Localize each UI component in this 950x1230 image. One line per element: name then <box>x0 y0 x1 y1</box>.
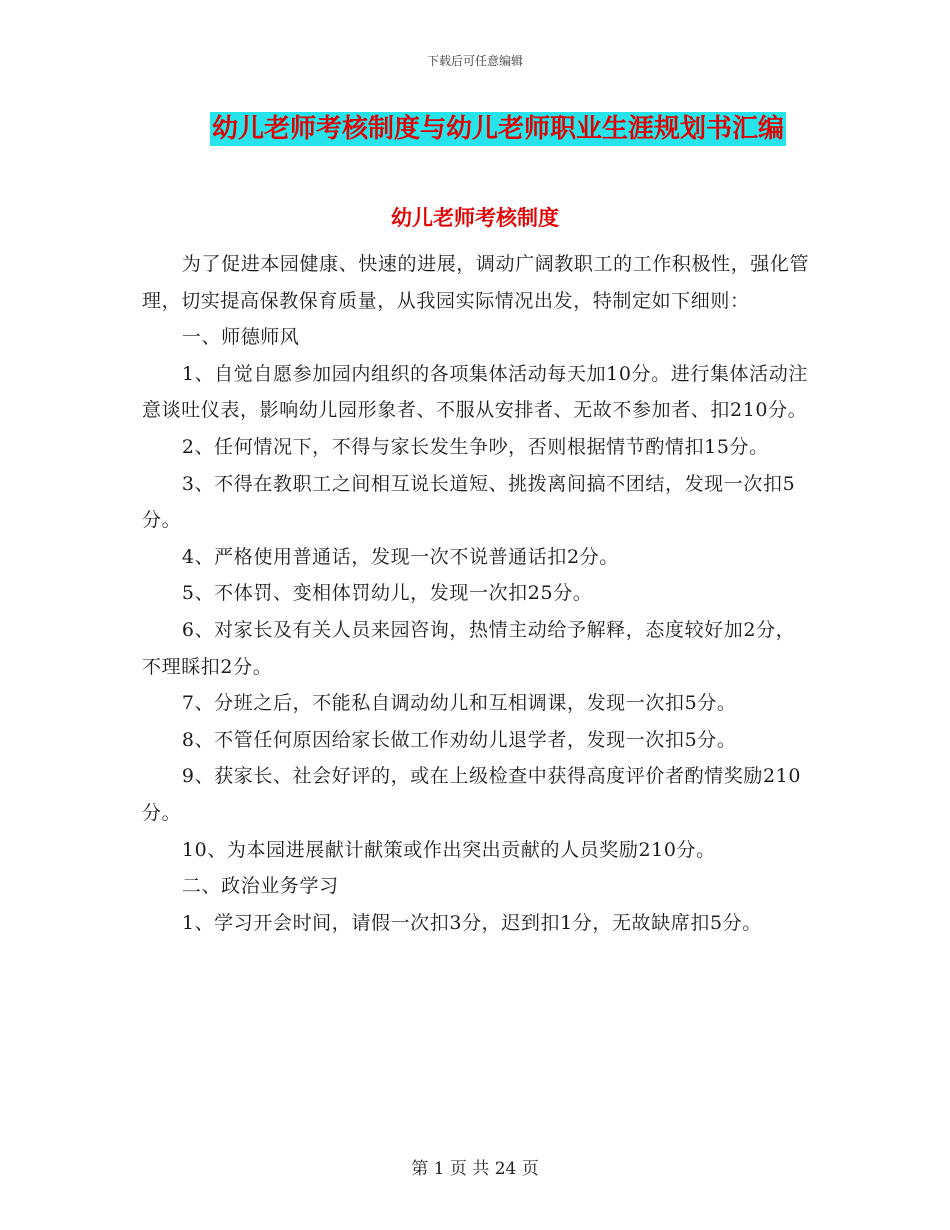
paragraph-intro: 为了促进本园健康、快速的进展，调动广阔教职工的工作积极性，强化管理，切实提高保教保育质量，从我园实际情况出发，特制定如下细则： <box>142 253 810 312</box>
rule-item: 9、获家长、社会好评的，或在上级检查中获得高度评价者酌情奖励210分。 <box>142 765 802 824</box>
section-title: 幼儿老师考核制度 <box>391 206 559 230</box>
rule-item: 2、任何情况下，不得与家长发生争吵，否则根据情节酌情扣15分。 <box>181 435 769 458</box>
rule-item: 3、不得在教职工之间相互说长道短、挑拨离间搞不团结，发现一次扣5分。 <box>142 472 796 532</box>
rule-item: 7、分班之后，不能私自调动幼儿和互相调课，发现一次扣5分。 <box>181 692 737 715</box>
body-text <box>142 246 810 941</box>
rule-item: 1、学习开会时间，请假一次扣3分，迟到扣1分，无故缺席扣5分。 <box>181 911 762 934</box>
rule-item: 5、不体罚、变相体罚幼儿，发现一次扣25分。 <box>181 582 593 605</box>
doc-title: 幼儿老师考核制度与幼儿老师职业生涯规划书汇编 <box>211 114 784 144</box>
rule-item: 1、自觉自愿参加园内组织的各项集体活动每天加10分。进行集体活动注意谈吐仪表，影响幼儿园形象者、不服从安排者、无故不参加者、扣210分。 <box>142 362 808 422</box>
header-note: 下载后可任意编辑 <box>426 54 523 68</box>
rule-item: 6、对家长及有关人员来园咨询，热情主动给予解释，态度较好加2分，不理睬扣2分。 <box>142 618 796 678</box>
page-footer: 第 1 页 共 24 页 <box>411 1159 539 1179</box>
rule-item: 8、不管任何原因给家长做工作劝幼儿退学者，发现一次扣5分。 <box>181 728 737 751</box>
rule-item: 10、为本园进展献计献策或作出突出贡献的人员奖励210分。 <box>181 838 716 861</box>
heading-study: 二、政治业务学习 <box>181 875 339 898</box>
doc-title-wrap <box>0 112 950 146</box>
rule-item: 4、严格使用普通话，发现一次不说普通话扣2分。 <box>181 545 619 568</box>
heading-ethics: 一、师德师风 <box>181 326 300 349</box>
